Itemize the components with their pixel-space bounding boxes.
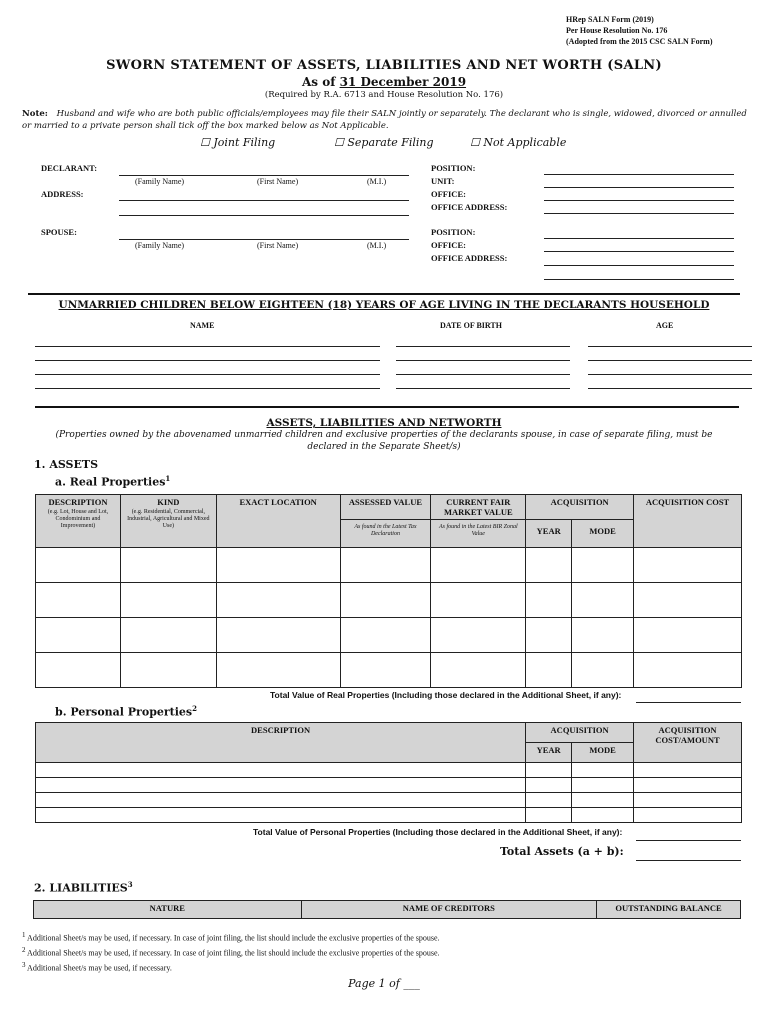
address-label: ADDRESS: [41, 189, 84, 199]
footnote-1-number: 1 [22, 931, 26, 939]
page-title: SWORN STATEMENT OF ASSETS, LIABILITIES AND NET WORTH (SALN) [106, 58, 662, 73]
personal-properties-table [35, 722, 742, 823]
real-properties-label: a. Real Properties [55, 475, 166, 489]
real-col-acquisition: ACQUISITION [526, 495, 634, 520]
assets-section-title: ASSETS, LIABILITIES AND NETWORTH [266, 417, 502, 429]
note-label: Note: [22, 109, 48, 119]
spouse-first-name-caption: (First Name) [257, 241, 299, 250]
real-col-cost: ACQUISITION COST [634, 495, 742, 548]
table-row[interactable] [36, 583, 742, 618]
office-label: OFFICE: [431, 189, 466, 199]
real-col-year: YEAR [526, 520, 572, 548]
child-name-line[interactable] [35, 388, 380, 389]
real-col-description-sub: (e.g. Lot, House and Lot, Condominium and Improvement) [47, 509, 109, 529]
table-row[interactable] [36, 763, 742, 778]
declarant-name-line[interactable] [119, 175, 409, 176]
form-ref-line1: HRep SALN Form (2019) [566, 15, 654, 24]
office-address-label: OFFICE ADDRESS: [431, 202, 508, 212]
child-dob-line[interactable] [396, 388, 570, 389]
footnote-3-text: Additional Sheet/s may be used, if necessary. [25, 963, 172, 973]
as-of-label: As of [301, 75, 336, 89]
total-assets-label: Total Assets (a + b): [500, 845, 624, 858]
footnote-1-text: Additional Sheet/s may be used, if necessary. In case of joint filing, the list should include the exclusive properties of the spouse. [25, 933, 440, 943]
footnote-2 [22, 946, 440, 958]
child-age-line[interactable] [588, 388, 752, 389]
personal-properties-heading [55, 704, 197, 719]
liabilities-table [33, 900, 741, 919]
total-personal-properties-label: Total Value of Personal Properties (Including those declared in the Additional Sheet, if any): [253, 827, 623, 837]
total-real-properties-label: Total Value of Real Properties (Including those declared in the Additional Sheet, if any): [270, 690, 622, 700]
footnote-2-text: Additional Sheet/s may be used, if necessary. In case of joint filing, the list should include the exclusive properties of the spouse. [25, 948, 440, 958]
personal-col-cost: ACQUISITION COST/AMOUNT [634, 723, 742, 763]
address-line-2[interactable] [119, 215, 409, 216]
spouse-office-label: OFFICE: [431, 240, 466, 250]
liabilities-col-creditors: NAME OF CREDITORS [301, 901, 597, 919]
child-dob-line[interactable] [396, 346, 570, 347]
footnote-3 [22, 961, 172, 973]
spouse-office-line[interactable] [544, 251, 734, 252]
joint-filing-checkbox[interactable]: ☐ Joint Filing [200, 136, 276, 149]
table-row[interactable] [36, 808, 742, 823]
real-properties-sup: 1 [165, 474, 171, 483]
real-col-market-sub: As found in the Latest BIR Zonal Value [431, 520, 526, 548]
real-col-kind-sub: (e.g. Residential, Commercial, Industrial, Agricultural and Mixed Use) [127, 509, 210, 529]
real-col-market: CURRENT FAIR MARKET VALUE [431, 495, 526, 520]
office-line[interactable] [544, 200, 734, 201]
personal-col-year: YEAR [526, 743, 572, 763]
children-col-name: NAME [190, 321, 215, 330]
form-ref-line3: (Adopted from the 2015 CSC SALN Form) [566, 37, 713, 46]
spouse-mi-caption: (M.I.) [367, 241, 387, 250]
children-col-dob: DATE OF BIRTH [440, 321, 502, 330]
spouse-name-line[interactable] [119, 239, 409, 240]
section-divider-2 [35, 406, 739, 408]
spouse-family-name-caption: (Family Name) [135, 241, 185, 250]
children-section-title: UNMARRIED CHILDREN BELOW EIGHTEEN (18) YEARS OF AGE LIVING IN THE DECLARANTS HOUSEHOLD [58, 299, 710, 311]
spouse-office-address-line-1[interactable] [544, 265, 734, 266]
position-line[interactable] [544, 174, 734, 175]
child-age-line[interactable] [588, 374, 752, 375]
table-row[interactable] [36, 618, 742, 653]
assets-section-note: (Properties owned by the abovenamed unmarried children and exclusive properties of the declarants spouse, in case of separate filing, must be declared in the Separate Sheet/s) [55, 430, 713, 452]
declarant-family-name-caption: (Family Name) [135, 177, 185, 186]
child-name-line[interactable] [35, 346, 380, 347]
footnote-2-number: 2 [22, 946, 26, 954]
table-row[interactable] [36, 793, 742, 808]
declarant-first-name-caption: (First Name) [257, 177, 299, 186]
note [22, 108, 752, 132]
personal-col-mode: MODE [572, 743, 634, 763]
required-by: (Required by R.A. 6713 and House Resolution No. 176) [264, 90, 504, 100]
real-col-mode: MODE [572, 520, 634, 548]
child-name-line[interactable] [35, 360, 380, 361]
child-dob-line[interactable] [396, 374, 570, 375]
spouse-label: SPOUSE: [41, 227, 77, 237]
liabilities-col-nature: NATURE [34, 901, 302, 919]
section-divider-1 [28, 293, 740, 295]
position-label: POSITION: [431, 163, 476, 173]
real-col-assessed: ASSESSED VALUE [340, 495, 431, 520]
liabilities-sup: 3 [127, 880, 133, 889]
table-row[interactable] [36, 653, 742, 688]
page-number: Page 1 of ___ [348, 977, 420, 990]
personal-properties-sup: 2 [192, 704, 197, 713]
real-properties-table [35, 494, 742, 688]
table-row[interactable] [36, 778, 742, 793]
unit-line[interactable] [544, 187, 734, 188]
liabilities-heading [34, 880, 133, 895]
note-text: Husband and wife who are both public officials/employees may file their SALN jointly or separately. The declarant who is single, widowed, divorced or annulled or married to a private person shall tick off the box marked below as Not Applicable. [22, 109, 747, 131]
total-real-properties-field[interactable] [636, 702, 741, 703]
not-applicable-checkbox[interactable]: ☐ Not Applicable [470, 136, 567, 149]
child-dob-line[interactable] [396, 360, 570, 361]
real-col-location: EXACT LOCATION [216, 495, 340, 548]
table-row[interactable] [36, 548, 742, 583]
spouse-position-label: POSITION: [431, 227, 476, 237]
child-age-line[interactable] [588, 360, 752, 361]
as-of-date: 31 December 2019 [339, 75, 467, 89]
footnote-1 [22, 931, 440, 943]
office-address-line[interactable] [544, 213, 734, 214]
declarant-label: DECLARANT: [41, 163, 98, 173]
separate-filing-checkbox[interactable]: ☐ Separate Filing [334, 136, 434, 149]
liabilities-label: 2. LIABILITIES [34, 881, 128, 895]
form-reference [566, 14, 713, 47]
total-personal-properties-field[interactable] [636, 840, 741, 841]
personal-col-description: DESCRIPTION [36, 723, 526, 763]
children-col-age: AGE [656, 321, 674, 330]
real-col-kind: KIND (e.g. Residential, Commercial, Industrial, Agricultural and Mixed Use) [120, 495, 216, 548]
real-properties-heading [55, 474, 170, 489]
spouse-position-line[interactable] [544, 238, 734, 239]
spouse-office-address-line-2[interactable] [544, 279, 734, 280]
child-age-line[interactable] [588, 346, 752, 347]
unit-label: UNIT: [431, 176, 455, 186]
liabilities-col-balance: OUTSTANDING BALANCE [597, 901, 741, 919]
spouse-office-address-label: OFFICE ADDRESS: [431, 253, 508, 263]
address-line-1[interactable] [119, 200, 409, 201]
child-name-line[interactable] [35, 374, 380, 375]
total-assets-field[interactable] [636, 860, 741, 861]
assets-heading: 1. ASSETS [34, 458, 99, 471]
footnote-3-number: 3 [22, 961, 26, 969]
as-of-line [0, 75, 768, 89]
real-col-assessed-sub: As found in the Latest Tax Declaration [340, 520, 431, 548]
personal-col-acquisition: ACQUISITION [526, 723, 634, 743]
personal-properties-label: b. Personal Properties [55, 705, 193, 719]
form-ref-line2: Per House Resolution No. 176 [566, 26, 668, 35]
real-col-description: DESCRIPTION (e.g. Lot, House and Lot, Condominium and Improvement) [36, 495, 121, 548]
declarant-mi-caption: (M.I.) [367, 177, 387, 186]
